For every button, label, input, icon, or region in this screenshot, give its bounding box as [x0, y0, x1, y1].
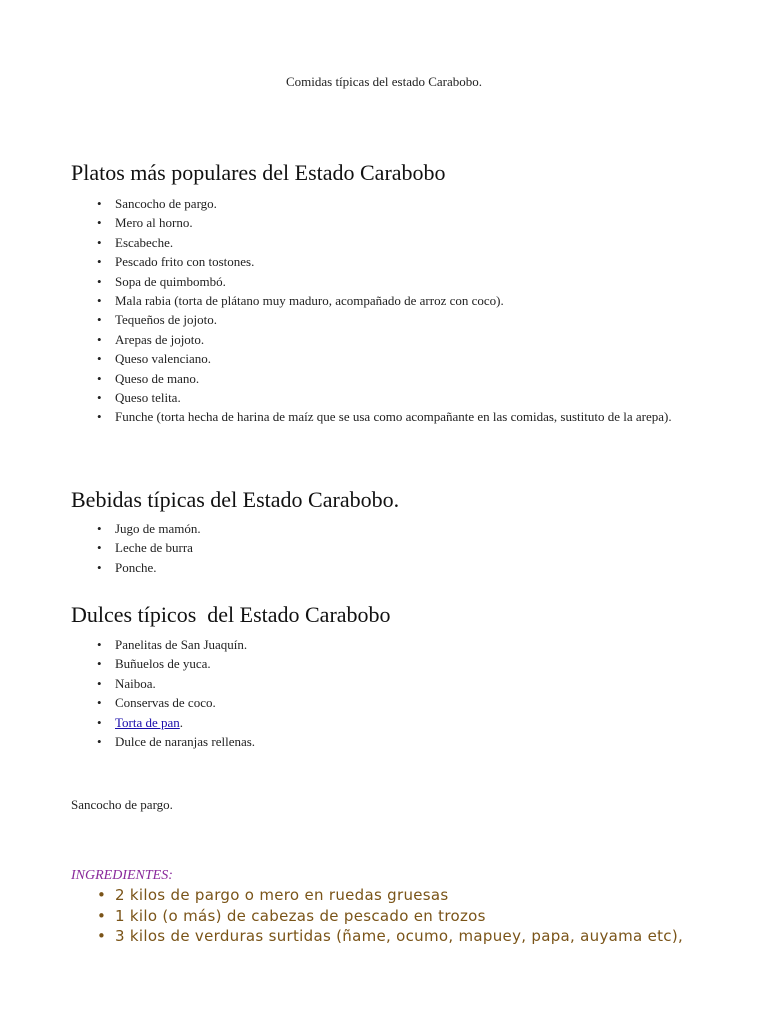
list-item: • Buñuelos de yuca. [97, 654, 707, 673]
list-item: • Leche de burra [97, 538, 707, 557]
list-item-link [97, 713, 707, 732]
list-item: • Ponche. [97, 558, 707, 577]
list-item: • Queso de mano. [97, 369, 707, 388]
list-item: • Sopa de quimbombó. [97, 272, 707, 291]
ingredient-item: • 2 kilos de pargo o mero en ruedas gruesas [97, 885, 707, 906]
ingredient-item: • 3 kilos de verduras surtidas (ñame, ocumo, mapuey, papa, auyama etc), [97, 926, 707, 947]
recipe-title: Sancocho de pargo. [71, 797, 173, 812]
list-item: • Tequeños de jojoto. [97, 310, 707, 329]
bebidas-list [97, 519, 707, 577]
dulces-heading: Dulces típicos del Estado Carabobo [71, 602, 391, 627]
platos-list [97, 194, 707, 427]
list-item: • Jugo de mamón. [97, 519, 707, 538]
list-item: • Queso telita. [97, 388, 707, 407]
link-trailing-punctuation: . [179, 714, 184, 730]
ingredient-item: • 1 kilo (o más) de cabezas de pescado en trozos [97, 906, 707, 927]
document-title: Comidas típicas del estado Carabobo. [285, 74, 483, 89]
bebidas-heading: Bebidas típicas del Estado Carabobo. [71, 487, 400, 512]
list-item: • Conservas de coco. [97, 693, 707, 712]
ingredients-heading: INGREDIENTES: [71, 868, 173, 883]
list-item: • Panelitas de San Juaquín. [97, 635, 707, 654]
list-item: • Mala rabia (torta de plátano muy maduro, acompañado de arroz con coco). [97, 291, 707, 310]
list-item: • Dulce de naranjas rellenas. [97, 732, 707, 751]
list-item: • Sancocho de pargo. [97, 194, 707, 213]
list-item: • Naiboa. [97, 674, 707, 693]
list-item: • Queso valenciano. [97, 349, 707, 368]
torta-de-pan-link[interactable]: Torta de pan [115, 714, 180, 730]
platos-heading: Platos más populares del Estado Carabobo [71, 160, 446, 185]
list-item: • Pescado frito con tostones. [97, 252, 707, 271]
list-item: • Funche (torta hecha de harina de maíz que se usa como acompañante en las comidas, sustituto de la arepa). [97, 407, 685, 426]
list-item: • Mero al horno. [97, 213, 707, 232]
list-item: • Arepas de jojoto. [97, 330, 707, 349]
ingredients-list [97, 885, 707, 947]
list-item: • Escabeche. [97, 233, 707, 252]
dulces-list [97, 635, 707, 751]
